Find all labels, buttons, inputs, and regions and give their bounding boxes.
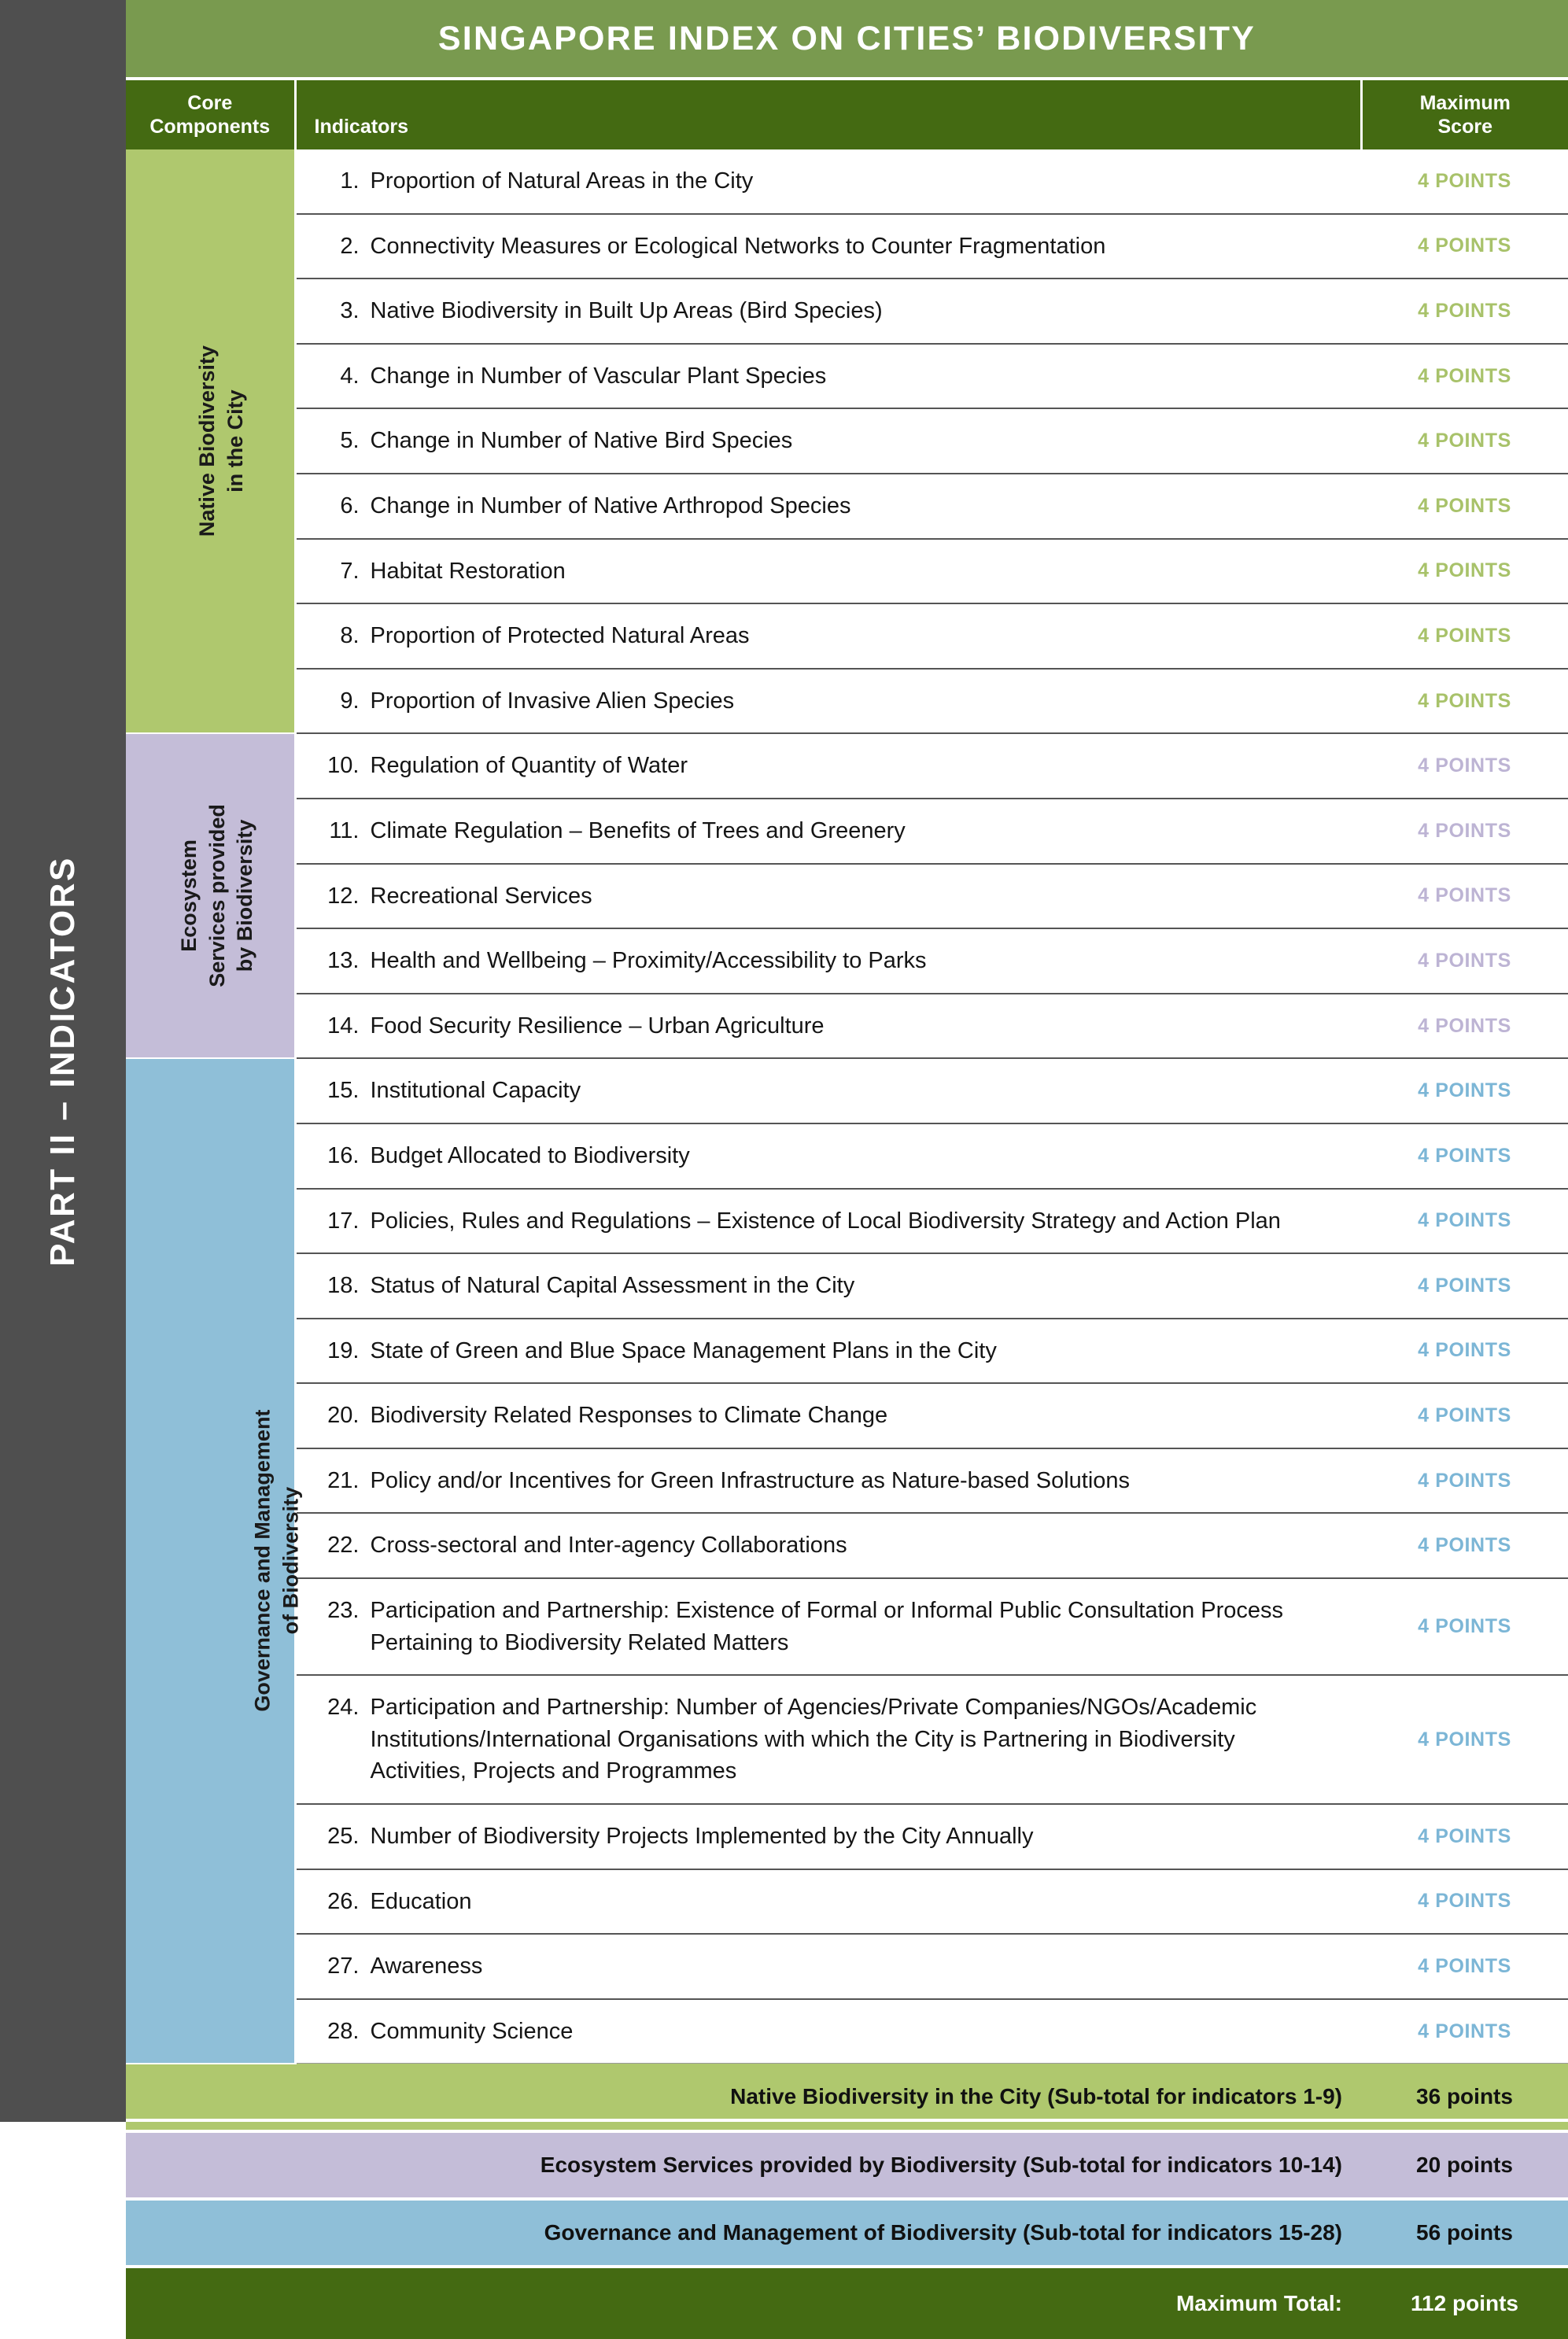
indicator-cell xyxy=(295,149,1361,214)
table-row xyxy=(126,1675,1568,1804)
indicator-score: 4 POINTS xyxy=(1361,1804,1568,1869)
table-row xyxy=(126,1513,1568,1578)
indicator-number: 28. xyxy=(315,2016,360,2048)
table-row xyxy=(126,279,1568,344)
indicator-number: 24. xyxy=(315,1692,360,1724)
indicator-number: 5. xyxy=(315,425,360,457)
table-row xyxy=(126,1319,1568,1384)
indicator-text: Connectivity Measures or Ecological Networks to Counter Fragmentation xyxy=(371,231,1337,263)
indicator-score: 4 POINTS xyxy=(1361,1513,1568,1578)
indicator-text: Climate Regulation – Benefits of Trees and Greenery xyxy=(371,815,1337,847)
table-row xyxy=(126,1058,1568,1123)
indicator-score: 4 POINTS xyxy=(1361,1869,1568,1935)
table-row xyxy=(126,1869,1568,1935)
indicator-text: Biodiversity Related Responses to Climate Change xyxy=(371,1400,1337,1432)
table-row xyxy=(126,603,1568,669)
column-header-core-components xyxy=(126,80,295,149)
table-row xyxy=(126,669,1568,734)
indicators-table-body xyxy=(126,80,1568,2339)
indicator-number: 14. xyxy=(315,1010,360,1042)
subtotal-governance-row xyxy=(126,2199,1568,2267)
core-component-label-line: Native Biodiversity xyxy=(194,345,222,537)
indicator-text: Policies, Rules and Regulations – Existence of Local Biodiversity Strategy and Action Plan xyxy=(371,1205,1337,1238)
indicator-score: 4 POINTS xyxy=(1361,344,1568,409)
column-header-indicators: Indicators xyxy=(295,80,1361,149)
indicator-text: Proportion of Natural Areas in the City xyxy=(371,165,1337,197)
indicator-number: 1. xyxy=(315,165,360,197)
table-row xyxy=(126,214,1568,279)
indicator-score: 4 POINTS xyxy=(1361,408,1568,474)
table-row xyxy=(126,1804,1568,1869)
indicator-cell xyxy=(295,1513,1361,1578)
subtotal-governance-value: 56 points xyxy=(1361,2199,1568,2267)
indicator-cell xyxy=(295,279,1361,344)
indicator-cell xyxy=(295,733,1361,799)
indicator-cell xyxy=(295,474,1361,539)
table-row xyxy=(126,994,1568,1059)
maximum-total-label: Maximum Total: xyxy=(126,2267,1361,2339)
indicator-score: 4 POINTS xyxy=(1361,1675,1568,1804)
indicator-score: 4 POINTS xyxy=(1361,214,1568,279)
indicator-cell xyxy=(295,1934,1361,1999)
subtotal-ecosystem-row xyxy=(126,2131,1568,2199)
indicator-number: 26. xyxy=(315,1886,360,1918)
indicator-score: 4 POINTS xyxy=(1361,1578,1568,1675)
subtotal-governance-label: Governance and Management of Biodiversity (Sub-total for indicators 15-28) xyxy=(126,2199,1361,2267)
side-rail xyxy=(0,0,126,2122)
maximum-total-row xyxy=(126,2267,1568,2339)
indicator-text: Cross-sectoral and Inter-agency Collaborations xyxy=(371,1529,1337,1562)
indicator-score: 4 POINTS xyxy=(1361,994,1568,1059)
core-component-label xyxy=(194,345,249,537)
core-component-label-line: of Biodiversity xyxy=(277,1410,305,1712)
core-component-ecosystem-services xyxy=(126,733,295,1058)
indicator-text: Change in Number of Vascular Plant Species xyxy=(371,360,1337,393)
subtotal-ecosystem-value: 20 points xyxy=(1361,2131,1568,2199)
indicator-cell xyxy=(295,1448,1361,1514)
table-row xyxy=(126,474,1568,539)
indicator-score: 4 POINTS xyxy=(1361,1319,1568,1384)
indicator-score: 4 POINTS xyxy=(1361,279,1568,344)
indicator-text: Policy and/or Incentives for Green Infrastructure as Nature-based Solutions xyxy=(371,1465,1337,1497)
indicator-number: 2. xyxy=(315,231,360,263)
indicator-cell xyxy=(295,1123,1361,1189)
table-row xyxy=(126,799,1568,864)
indicator-text: Awareness xyxy=(371,1950,1337,1983)
indicator-score: 4 POINTS xyxy=(1361,539,1568,604)
indicator-text: Education xyxy=(371,1886,1337,1918)
table-row xyxy=(126,1448,1568,1514)
indicator-cell xyxy=(295,799,1361,864)
indicator-score: 4 POINTS xyxy=(1361,1253,1568,1319)
indicator-number: 11. xyxy=(315,815,360,847)
maximum-total-value: 112 points xyxy=(1361,2267,1568,2339)
indicator-text: Change in Number of Native Bird Species xyxy=(371,425,1337,457)
core-component-label xyxy=(249,1410,304,1712)
indicator-text: Recreational Services xyxy=(371,880,1337,913)
indicator-number: 18. xyxy=(315,1270,360,1302)
core-component-label-line: Ecosystem xyxy=(175,805,204,988)
table-header-row xyxy=(126,80,1568,149)
core-components-line2: Components xyxy=(126,115,294,139)
indicator-cell xyxy=(295,1253,1361,1319)
indicator-cell xyxy=(295,539,1361,604)
indicator-text: Institutional Capacity xyxy=(371,1075,1337,1107)
table-row xyxy=(126,1934,1568,1999)
indicator-cell xyxy=(295,864,1361,929)
indicator-cell xyxy=(295,214,1361,279)
indicator-number: 27. xyxy=(315,1950,360,1983)
indicator-cell xyxy=(295,1189,1361,1254)
indicator-score: 4 POINTS xyxy=(1361,1189,1568,1254)
table-row xyxy=(126,1189,1568,1254)
subtotal-native-label: Native Biodiversity in the City (Sub-total for indicators 1-9) xyxy=(126,2064,1361,2131)
indicator-number: 22. xyxy=(315,1529,360,1562)
subtotal-native-value: 36 points xyxy=(1361,2064,1568,2131)
part-label xyxy=(0,0,126,2122)
indicator-cell xyxy=(295,1804,1361,1869)
indicator-text: Status of Natural Capital Assessment in the City xyxy=(371,1270,1337,1302)
core-component-label-line: in the City xyxy=(222,345,250,537)
table-row xyxy=(126,344,1568,409)
indicator-number: 17. xyxy=(315,1205,360,1238)
maximum-score-line2: Score xyxy=(1363,115,1568,139)
table-row xyxy=(126,1578,1568,1675)
indicator-text: Food Security Resilience – Urban Agriculture xyxy=(371,1010,1337,1042)
indicator-text: Regulation of Quantity of Water xyxy=(371,750,1337,782)
core-component-governance-management xyxy=(126,1058,295,2064)
indicator-number: 21. xyxy=(315,1465,360,1497)
indicator-cell xyxy=(295,1869,1361,1935)
indicator-number: 25. xyxy=(315,1821,360,1853)
core-component-label-line: by Biodiversity xyxy=(231,805,260,988)
core-component-label-line: Governance and Management xyxy=(249,1410,277,1712)
indicator-text: Number of Biodiversity Projects Implemented by the City Annually xyxy=(371,1821,1337,1853)
indicator-number: 23. xyxy=(315,1595,360,1627)
maximum-score-line1: Maximum xyxy=(1363,91,1568,116)
part-label-text: PART II – INDICATORS xyxy=(43,856,83,1267)
indicator-score: 4 POINTS xyxy=(1361,733,1568,799)
indicator-text: Participation and Partnership: Number of Agencies/Private Companies/NGOs/Academic Institutions/International Organisations with which the City is Partnering in Biodiversity Activities, Projects and Programmes xyxy=(371,1692,1337,1787)
indicator-cell xyxy=(295,1058,1361,1123)
core-component-native-biodiversity xyxy=(126,149,295,733)
indicator-score: 4 POINTS xyxy=(1361,1123,1568,1189)
indicator-number: 16. xyxy=(315,1140,360,1172)
core-component-label-line: Services provided xyxy=(204,805,232,988)
indicator-text: State of Green and Blue Space Management Plans in the City xyxy=(371,1335,1337,1367)
indicator-text: Budget Allocated to Biodiversity xyxy=(371,1140,1337,1172)
indicator-score: 4 POINTS xyxy=(1361,1448,1568,1514)
indicator-text: Community Science xyxy=(371,2016,1337,2048)
table-row xyxy=(126,733,1568,799)
indicator-cell xyxy=(295,669,1361,734)
indicator-score: 4 POINTS xyxy=(1361,474,1568,539)
indicator-score: 4 POINTS xyxy=(1361,603,1568,669)
indicator-score: 4 POINTS xyxy=(1361,149,1568,214)
table-row xyxy=(126,1253,1568,1319)
indicator-number: 12. xyxy=(315,880,360,913)
indicator-score: 4 POINTS xyxy=(1361,669,1568,734)
indicator-number: 20. xyxy=(315,1400,360,1432)
table-row xyxy=(126,539,1568,604)
indicator-cell xyxy=(295,1578,1361,1675)
core-component-label xyxy=(175,805,260,988)
core-components-line1: Core xyxy=(126,91,294,116)
indicator-cell xyxy=(295,1999,1361,2064)
indicator-number: 7. xyxy=(315,555,360,588)
indicator-score: 4 POINTS xyxy=(1361,799,1568,864)
indicator-cell xyxy=(295,1383,1361,1448)
indicator-score: 4 POINTS xyxy=(1361,1999,1568,2064)
indicator-text: Health and Wellbeing – Proximity/Accessibility to Parks xyxy=(371,945,1337,977)
indicator-number: 10. xyxy=(315,750,360,782)
indicator-number: 19. xyxy=(315,1335,360,1367)
indicator-score: 4 POINTS xyxy=(1361,864,1568,929)
table-row xyxy=(126,149,1568,214)
indicator-text: Change in Number of Native Arthropod Species xyxy=(371,490,1337,522)
table-row xyxy=(126,1123,1568,1189)
indicator-number: 6. xyxy=(315,490,360,522)
indicator-score: 4 POINTS xyxy=(1361,1934,1568,1999)
table-row xyxy=(126,928,1568,994)
indicator-number: 15. xyxy=(315,1075,360,1107)
indicators-table xyxy=(126,80,1568,2339)
indicator-cell xyxy=(295,344,1361,409)
indicator-score: 4 POINTS xyxy=(1361,1383,1568,1448)
indicator-number: 9. xyxy=(315,685,360,718)
indicator-cell xyxy=(295,928,1361,994)
indicator-cell xyxy=(295,408,1361,474)
column-header-maximum-score xyxy=(1361,80,1568,149)
page-title-bar xyxy=(126,0,1568,77)
indicator-text: Proportion of Protected Natural Areas xyxy=(371,620,1337,652)
indicator-number: 3. xyxy=(315,295,360,327)
indicator-text: Participation and Partnership: Existence of Formal or Informal Public Consultation Process Pertaining to Biodiversity Related Matters xyxy=(371,1595,1337,1658)
indicator-number: 13. xyxy=(315,945,360,977)
indicator-cell xyxy=(295,1675,1361,1804)
indicator-score: 4 POINTS xyxy=(1361,1058,1568,1123)
table-row xyxy=(126,1999,1568,2064)
bottom-strip xyxy=(126,2119,1568,2122)
indicator-score: 4 POINTS xyxy=(1361,928,1568,994)
indicator-text: Native Biodiversity in Built Up Areas (Bird Species) xyxy=(371,295,1337,327)
indicator-cell xyxy=(295,603,1361,669)
indicator-text: Proportion of Invasive Alien Species xyxy=(371,685,1337,718)
page-title: SINGAPORE INDEX ON CITIES’ BIODIVERSITY xyxy=(438,20,1256,58)
indicator-text: Habitat Restoration xyxy=(371,555,1337,588)
indicator-number: 8. xyxy=(315,620,360,652)
subtotal-ecosystem-label: Ecosystem Services provided by Biodiversity (Sub-total for indicators 10-14) xyxy=(126,2131,1361,2199)
indicator-cell xyxy=(295,1319,1361,1384)
indicator-number: 4. xyxy=(315,360,360,393)
indicators-table-wrapper xyxy=(126,80,1568,2339)
table-row xyxy=(126,1383,1568,1448)
table-row xyxy=(126,408,1568,474)
indicator-cell xyxy=(295,994,1361,1059)
table-row xyxy=(126,864,1568,929)
